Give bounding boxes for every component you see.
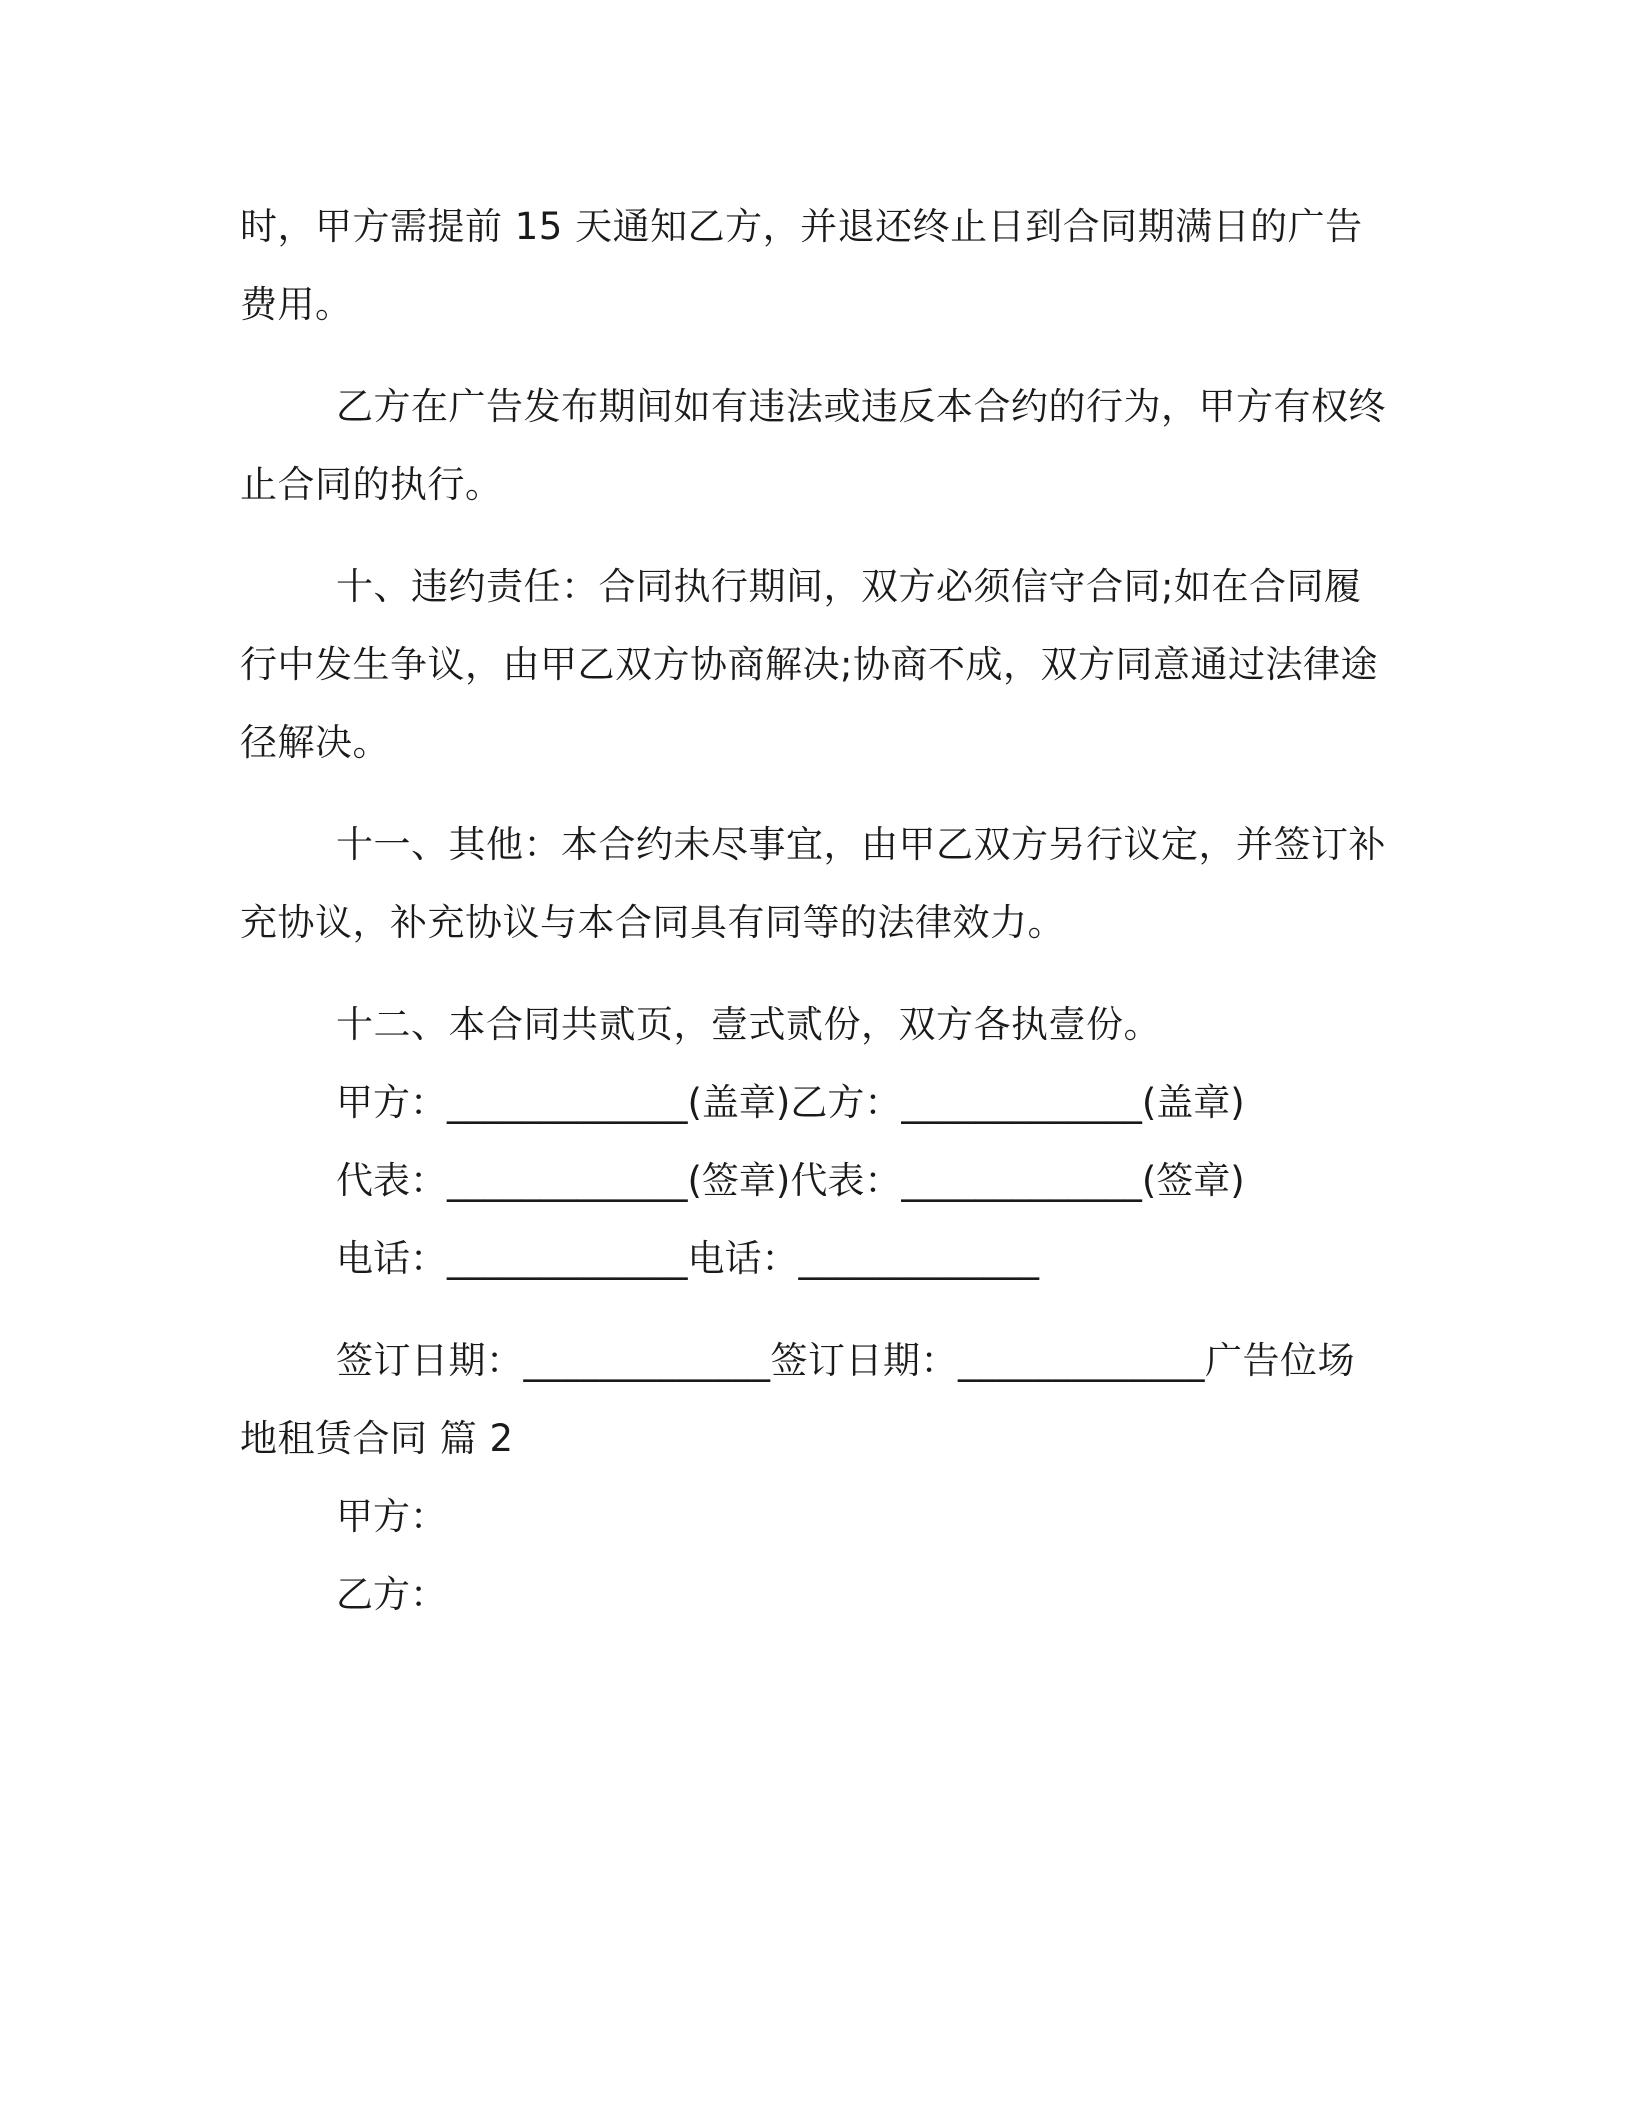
paragraph-breach-liability: 十、违约责任：合同执行期间，双方必须信守合同;如在合同履行中发生争议，由甲乙双方协商解决;协商不成，双方同意通过法律途径解决。 — [240, 565, 1378, 764]
signature-line-party: 甲方：_____________(盖章)乙方：_____________(盖章) — [336, 1081, 1245, 1124]
paragraph-sign-date-and-heading: 签订日期：_____________签订日期：_____________广告位场地租赁合同 篇 2 — [240, 1339, 1355, 1460]
paragraph-copies: 十二、本合同共贰页，壹式贰份，双方各执壹份。 — [336, 1003, 1161, 1046]
paragraph-termination-right: 乙方在广告发布期间如有违法或违反本合约的行为，甲方有权终止合同的执行。 — [240, 385, 1386, 506]
signature-line-phone: 电话：_____________电话：_____________ — [336, 1237, 1039, 1280]
party-a-label: 甲方： — [336, 1495, 447, 1538]
paragraph-other-matters: 十一、其他：本合约未尽事宜，由甲乙双方另行议定，并签订补充协议，补充协议与本合同具有同等的法律效力。 — [240, 823, 1386, 944]
paragraph-notice-refund: 时，甲方需提前 15 天通知乙方，并退还终止日到合同期满日的广告费用。 — [240, 205, 1363, 326]
signature-line-representative: 代表：_____________(签章)代表：_____________(签章) — [336, 1159, 1245, 1202]
document-page — [240, 188, 1392, 1634]
party-b-label: 乙方： — [336, 1573, 447, 1616]
